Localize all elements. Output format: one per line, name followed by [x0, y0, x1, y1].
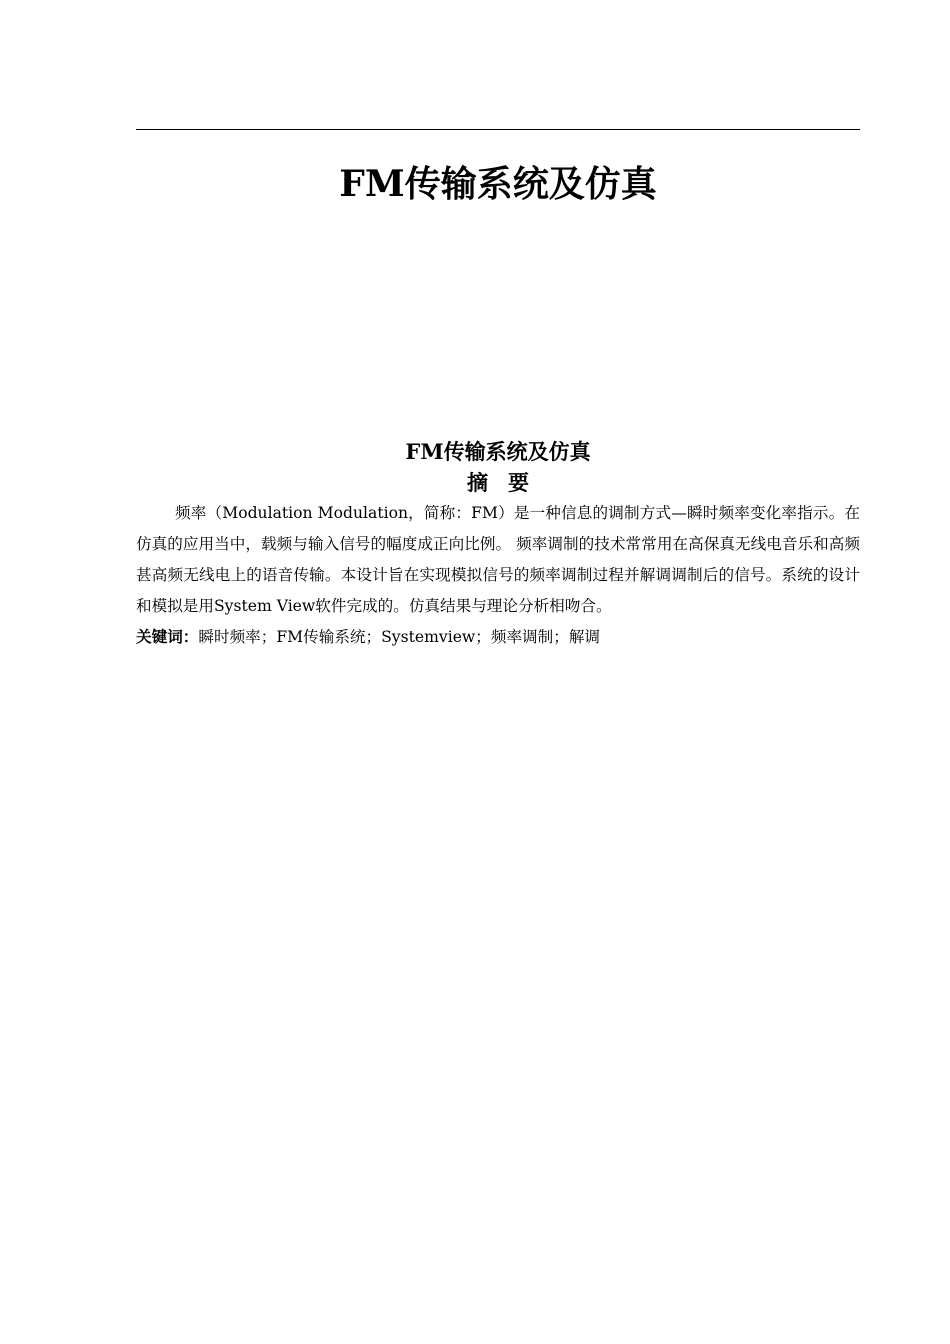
abstract-body: 频率（Modulation Modulation，简称：FM）是一种信息的调制方式—瞬时频率变化率指示。在仿真的应用当中，载频与输入信号的幅度成正向比例。 频率调制的技术常常用在高保真无线电音乐和高频甚高频无线电上的语音传输。本设计旨在实现模拟信号的频率调制过程并解调调制后的信号。系统的设计和模拟是用System View软件完成的。仿真结果与理论分析相吻合。	[136, 504, 860, 615]
abstract-title: FM传输系统及仿真	[405, 439, 591, 464]
keywords-text: 瞬时频率；FM传输系统；Systemview；频率调制；解调	[198, 628, 601, 646]
abstract-section	[136, 436, 860, 653]
abstract-heading: 摘要	[467, 470, 549, 495]
document-title: FM传输系统及仿真	[339, 163, 657, 205]
keywords-label: 关键词：	[136, 628, 199, 646]
header-rule	[136, 129, 860, 130]
keywords-line	[136, 622, 860, 653]
